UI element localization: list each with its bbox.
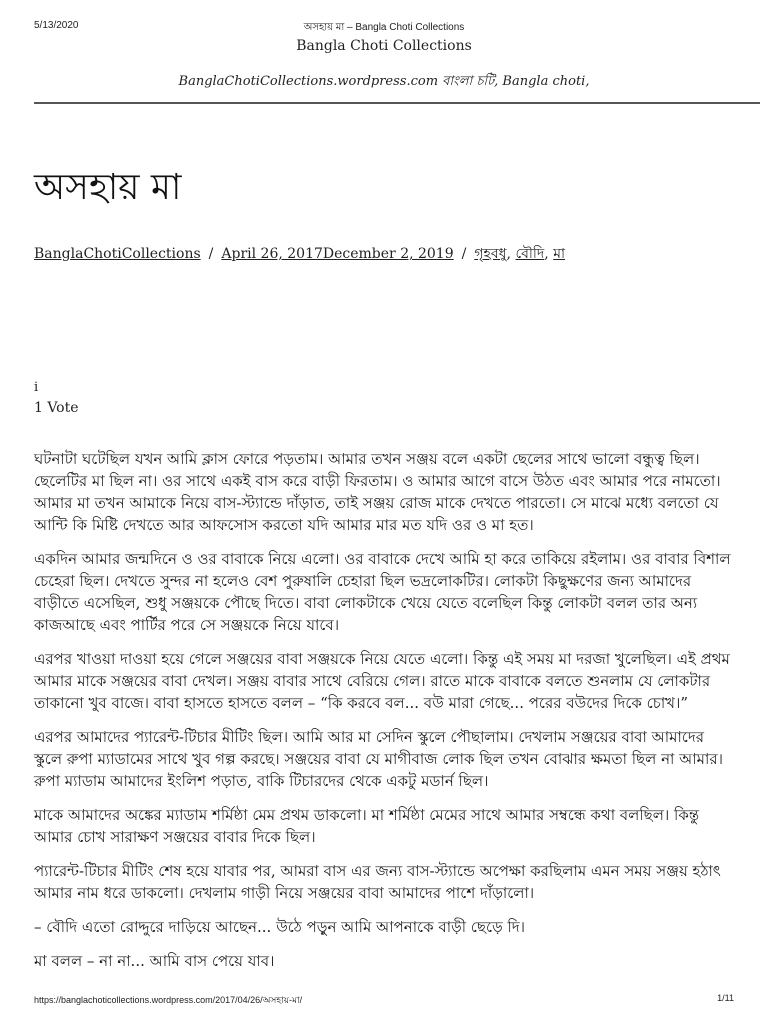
date-link[interactable]: April 26, 2017December 2, 2019	[221, 246, 454, 262]
category-link[interactable]: মা	[553, 246, 566, 262]
paragraph: ঘটনাটা ঘটেছিল যখন আমি ক্লাস ফোরে পড়তাম। আমার তখন সঞ্জয় বলে একটা ছেলের সাথে ভালো বন্ধুত্ব ছিল। ছেলেটির মা ছিল না। ওর সাথে একই বাস করে বাড়ী ফিরতাম। ও আমার আগে বাসে উঠত এবং আমার পরে নামতো। আমার মা তখন আমাকে নিয়ে বাস-স্ট্যান্ডে দাঁড়াত, তাই সঞ্জয় রোজ মাকে দেখতে পারতো। সে মাঝে মধ্যে বলতো যে আন্টি কি মিষ্টি দেখতে আর আফসোস করতো যদি আমার মার মত যদি ওর ও মা হত।	[34, 450, 721, 534]
paragraph: – বৌদি এতো রোদ্দুরে দাড়িয়ে আছেন... উঠে পড়ুন আমি আপনাকে বাড়ী ছেড়ে দি।	[34, 918, 526, 936]
category-comma: ,	[506, 246, 516, 262]
post-title: অসহায় মা	[34, 167, 182, 208]
pdf-header-date: 5/13/2020	[34, 20, 79, 31]
post-content	[34, 448, 734, 984]
header-divider	[34, 102, 760, 104]
paragraph: একদিন আমার জন্মদিনে ও ওর বাবাকে নিয়ে এলো। ওর বাবাকে দেখে আমি হা করে তাকিয়ে রইলাম। ওর বাবার বিশাল চেহেরা ছিল। দেখতে সুন্দর না হলেও বেশ পুরুষালি চেহারা ছিল ভদ্রলোকটির। লোকটা কিছুক্ষণের জন্য আমাদের বাড়ীতে এসেছিল, শুধু সঞ্জয়কে পৌছে দিতে। বাবা লোকটাকে খেয়ে যেতে বলেছিল কিন্তু লোকটা বলল তার অন্য কাজআছে এবং পার্টির পরে সে সঞ্জয়কে নিয়ে যাবে।	[34, 550, 731, 634]
category-link[interactable]: বৌদি	[515, 246, 545, 262]
vote-count: 1 Vote	[34, 400, 79, 416]
category-comma: ,	[544, 246, 554, 262]
post-meta	[34, 242, 565, 266]
info-icon[interactable]: i	[34, 380, 39, 395]
paragraph: মা বলল – না না... আমি বাস পেয়ে যাব।	[34, 952, 275, 970]
site-title[interactable]: Bangla Choti Collections	[296, 38, 472, 54]
pdf-page-number: 1/11	[717, 993, 734, 1003]
meta-separator: /	[208, 246, 214, 262]
site-description: BanglaChotiCollections.wordpress.com বাংলা চটি, Bangla choti,	[178, 74, 590, 89]
meta-separator: /	[461, 246, 467, 262]
paragraph: মাকে আমাদের অঙ্কের ম্যাডাম শর্মিষ্ঠা মেম প্রথম ডাকলো। মা শর্মিষ্ঠা মেমের সাথে আমার সম্বন্ধে কথা বলছিল। কিন্তু আমার চোখ সারাক্ষণ সঞ্জয়ের বাবার দিকে ছিল।	[34, 806, 700, 846]
paragraph: এরপর আমাদের প্যারেন্ট-টিচার মীটিং ছিল। আমি আর মা সেদিন স্কুলে পৌছালাম। দেখলাম সঞ্জয়ের বাবা আমাদের স্কুলে রুপা ম্যাডামের সাথে খুব গল্প করছে। সঞ্জয়ের বাবা যে মাগীবাজ লোক ছিল তখন বোঝার ক্ষমতা ছিল না আমার। রুপা ম্যাডাম আমাদের ইংলিশ পড়াত, বাকি টিচারদের থেকে একটু মডার্ন ছিল।	[34, 728, 723, 790]
paragraph: এরপর খাওয়া দাওয়া হয়ে গেলে সঞ্জয়ের বাবা সঞ্জয়কে নিয়ে যেতে এলো। কিন্তু এই সময় মা দরজা খুলেছিল। এই প্রথম আমার মাকে সঞ্জয়ের বাবা দেখল। সঞ্জয় বাবার সাথে বেরিয়ে গেল। রাতে মাকে বাবাকে বলতে শুনলাম যে লোকটার তাকানো খুব বাজে। বাবা হাসতে হাসতে বলল – “কি করবে বল... বউ মারা গেছে... পরের বউদের দিকে চোখ।”	[34, 650, 730, 712]
pdf-header-title: অসহায় মা – Bangla Choti Collections	[303, 22, 465, 33]
author-link[interactable]: BanglaChotiCollections	[34, 246, 201, 262]
paragraph: প্যারেন্ট-টিচার মীটিং শেষ হয়ে যাবার পর, আমরা বাস এর জন্য বাস-স্ট্যান্ডে অপেক্ষা করছিলাম এমন সময় সঞ্জয় হঠাৎ আমার নাম ধরে ডাকলো। দেখলাম গাড়ী নিয়ে সঞ্জয়ের বাবা আমাদের পাশে দাঁড়ালো।	[34, 862, 721, 902]
pdf-footer-url: https://banglachoticollections.wordpress.com/2017/04/26/অসহায়-মা/	[34, 995, 303, 1005]
category-link[interactable]: গৃহবধু	[474, 246, 507, 262]
